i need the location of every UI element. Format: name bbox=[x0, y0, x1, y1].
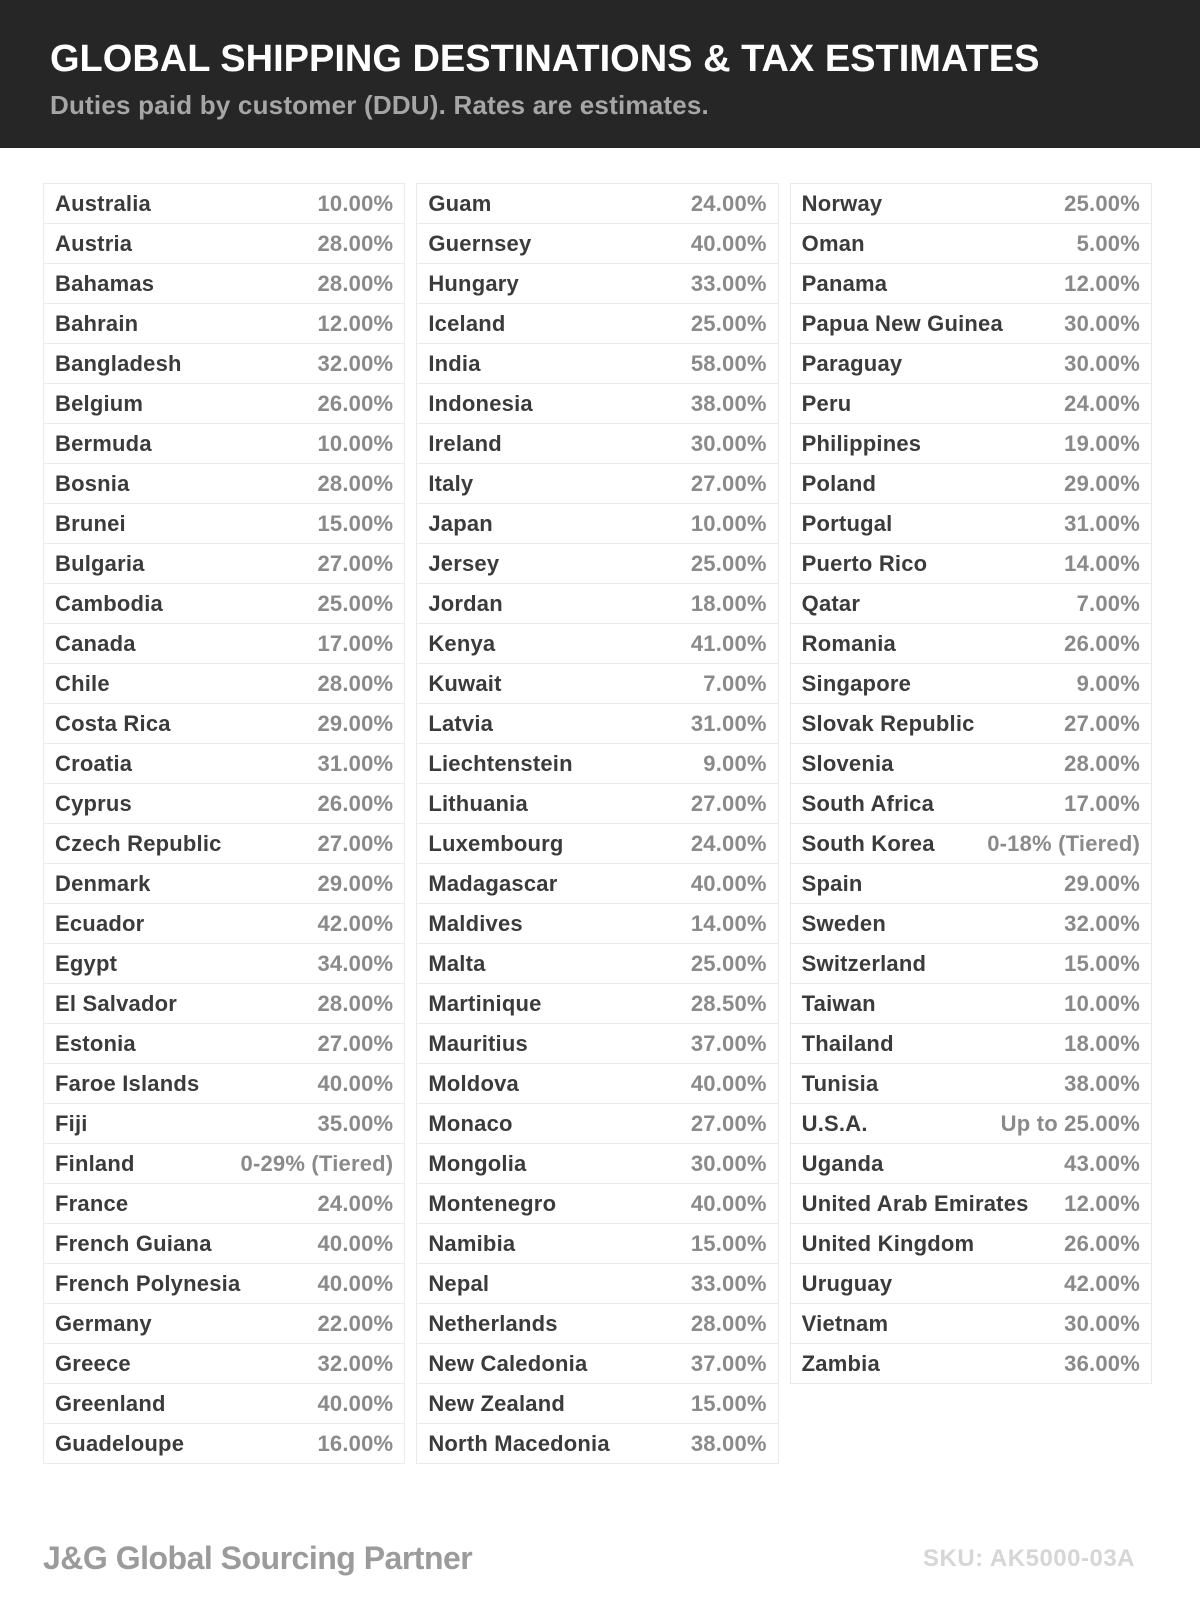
footer-brand: J&G Global Sourcing Partner bbox=[43, 1540, 473, 1576]
table-row bbox=[790, 424, 1152, 464]
tax-rate: 26.00% bbox=[1064, 630, 1140, 656]
table-row bbox=[416, 944, 778, 984]
tax-rate: 33.00% bbox=[690, 270, 767, 296]
table-row bbox=[416, 304, 778, 344]
country-name: Philippines bbox=[801, 430, 922, 456]
country-name: Norway bbox=[801, 190, 883, 216]
tax-rate: 10.00% bbox=[1064, 990, 1140, 1016]
country-name: Belgium bbox=[55, 390, 144, 416]
country-name: Spain bbox=[801, 870, 863, 896]
table-row bbox=[416, 624, 778, 664]
country-name: Bahamas bbox=[55, 270, 155, 296]
country-name: Qatar bbox=[801, 590, 861, 616]
tax-rate: 27.00% bbox=[690, 1110, 767, 1136]
tax-rate: 0-18% (Tiered) bbox=[987, 830, 1140, 856]
country-name: India bbox=[428, 350, 481, 376]
country-name: Bahrain bbox=[55, 310, 139, 336]
tax-rate: 22.00% bbox=[317, 1310, 394, 1336]
table-row bbox=[790, 464, 1152, 504]
table-row bbox=[790, 304, 1152, 344]
table-row bbox=[790, 584, 1152, 624]
tax-rate: 10.00% bbox=[690, 510, 767, 536]
table-row bbox=[790, 1024, 1152, 1064]
tax-rate: 37.00% bbox=[690, 1350, 767, 1376]
table-row bbox=[790, 1064, 1152, 1104]
rate-column bbox=[416, 183, 778, 1464]
tax-rate: 12.00% bbox=[317, 310, 394, 336]
country-name: Vietnam bbox=[801, 1310, 889, 1336]
country-name: Hungary bbox=[428, 270, 519, 296]
table-row bbox=[416, 1264, 778, 1304]
country-name: Singapore bbox=[801, 670, 912, 696]
tax-rate: 30.00% bbox=[690, 430, 767, 456]
tax-rate: 27.00% bbox=[1064, 710, 1140, 736]
tax-rate: 9.00% bbox=[1076, 670, 1140, 696]
country-name: Martinique bbox=[428, 990, 542, 1016]
tax-rate: 28.00% bbox=[317, 270, 394, 296]
table-row bbox=[790, 984, 1152, 1024]
page-title: GLOBAL SHIPPING DESTINATIONS & TAX ESTIMATES bbox=[50, 38, 1040, 80]
tax-rate: 24.00% bbox=[317, 1190, 394, 1216]
country-name: South Africa bbox=[801, 790, 935, 816]
table-row bbox=[416, 824, 778, 864]
tax-rate: 7.00% bbox=[1076, 590, 1140, 616]
table-row bbox=[416, 904, 778, 944]
country-name: Croatia bbox=[55, 750, 133, 776]
country-name: New Zealand bbox=[428, 1390, 566, 1416]
country-name: Romania bbox=[801, 630, 896, 656]
tax-rate: 5.00% bbox=[1076, 230, 1140, 256]
table-row bbox=[43, 824, 405, 864]
tax-rate: Up to 25.00% bbox=[1000, 1110, 1140, 1136]
country-name: Costa Rica bbox=[55, 710, 171, 736]
table-row bbox=[416, 1344, 778, 1384]
country-name: Sweden bbox=[801, 910, 886, 936]
country-name: Puerto Rico bbox=[801, 550, 928, 576]
table-row bbox=[43, 183, 405, 224]
table-row bbox=[43, 704, 405, 744]
country-name: Luxembourg bbox=[428, 830, 564, 856]
country-name: Kenya bbox=[428, 630, 496, 656]
tax-rate: 32.00% bbox=[1064, 910, 1140, 936]
table-row bbox=[43, 1104, 405, 1144]
tax-rate: 7.00% bbox=[703, 670, 767, 696]
country-name: Namibia bbox=[428, 1230, 516, 1256]
country-name: Mauritius bbox=[428, 1030, 528, 1056]
country-name: Thailand bbox=[801, 1030, 894, 1056]
table-row bbox=[790, 224, 1152, 264]
tax-rate: 32.00% bbox=[317, 1350, 394, 1376]
country-name: Fiji bbox=[55, 1110, 88, 1136]
tax-rate: 37.00% bbox=[690, 1030, 767, 1056]
tax-rate: 26.00% bbox=[1064, 1230, 1140, 1256]
country-name: United Kingdom bbox=[801, 1230, 975, 1256]
tax-rate: 25.00% bbox=[690, 550, 767, 576]
country-name: Panama bbox=[801, 270, 888, 296]
country-name: Ireland bbox=[428, 430, 502, 456]
table-row bbox=[416, 704, 778, 744]
country-name: Cambodia bbox=[55, 590, 163, 616]
tax-rate: 42.00% bbox=[317, 910, 394, 936]
tax-rate: 28.00% bbox=[317, 670, 394, 696]
tax-rate: 36.00% bbox=[1064, 1350, 1140, 1376]
tax-rate: 40.00% bbox=[690, 1190, 767, 1216]
tax-rate: 15.00% bbox=[690, 1230, 767, 1256]
tax-rate: 28.00% bbox=[317, 990, 394, 1016]
tax-rate: 12.00% bbox=[1064, 1190, 1140, 1216]
country-name: Moldova bbox=[428, 1070, 519, 1096]
country-name: Latvia bbox=[428, 710, 494, 736]
table-row bbox=[790, 1264, 1152, 1304]
table-row bbox=[416, 344, 778, 384]
country-name: Liechtenstein bbox=[428, 750, 573, 776]
tax-rate: 25.00% bbox=[317, 590, 394, 616]
country-name: Finland bbox=[55, 1150, 135, 1176]
tax-rate: 29.00% bbox=[317, 870, 394, 896]
table-row bbox=[790, 504, 1152, 544]
country-name: Indonesia bbox=[428, 390, 533, 416]
table-row bbox=[43, 384, 405, 424]
table-row bbox=[43, 904, 405, 944]
table-row bbox=[416, 864, 778, 904]
table-row bbox=[43, 1424, 405, 1464]
tax-rate: 30.00% bbox=[1064, 310, 1140, 336]
country-name: Tunisia bbox=[801, 1070, 879, 1096]
tax-rate: 33.00% bbox=[690, 1270, 767, 1296]
tax-rate: 27.00% bbox=[317, 1030, 394, 1056]
table-row bbox=[790, 544, 1152, 584]
table-row bbox=[790, 1224, 1152, 1264]
tax-rate: 38.00% bbox=[690, 1430, 767, 1456]
table-row bbox=[43, 1224, 405, 1264]
tax-rate: 27.00% bbox=[690, 470, 767, 496]
country-name: Netherlands bbox=[428, 1310, 558, 1336]
tax-rate: 28.00% bbox=[317, 230, 394, 256]
table-row bbox=[790, 824, 1152, 864]
tax-rate: 17.00% bbox=[317, 630, 394, 656]
table-row bbox=[416, 744, 778, 784]
table-row bbox=[790, 264, 1152, 304]
table-row bbox=[416, 784, 778, 824]
table-row bbox=[790, 784, 1152, 824]
tax-rate: 9.00% bbox=[703, 750, 767, 776]
rate-column bbox=[43, 183, 405, 1464]
table-row bbox=[416, 984, 778, 1024]
table-row bbox=[790, 1304, 1152, 1344]
tax-rate: 31.00% bbox=[317, 750, 394, 776]
tax-rate: 32.00% bbox=[317, 350, 394, 376]
table-row bbox=[790, 624, 1152, 664]
table-row bbox=[43, 1024, 405, 1064]
table-row bbox=[43, 504, 405, 544]
tax-rate: 26.00% bbox=[317, 790, 394, 816]
tax-rate: 35.00% bbox=[317, 1110, 394, 1136]
country-name: Oman bbox=[801, 230, 865, 256]
country-name: Uganda bbox=[801, 1150, 884, 1176]
tax-rate: 41.00% bbox=[690, 630, 767, 656]
country-name: U.S.A. bbox=[801, 1110, 868, 1136]
country-name: France bbox=[55, 1190, 129, 1216]
table-row bbox=[43, 624, 405, 664]
country-name: Egypt bbox=[55, 950, 118, 976]
country-name: Bosnia bbox=[55, 470, 130, 496]
tax-rate: 40.00% bbox=[317, 1270, 394, 1296]
rate-column bbox=[790, 183, 1152, 1384]
tax-rate: 29.00% bbox=[1064, 470, 1140, 496]
tax-rate: 40.00% bbox=[690, 1070, 767, 1096]
footer-sku: SKU: AK5000-03A bbox=[922, 1545, 1135, 1572]
table-row bbox=[43, 864, 405, 904]
tax-rate: 27.00% bbox=[317, 830, 394, 856]
tax-rate: 15.00% bbox=[690, 1390, 767, 1416]
table-row bbox=[790, 864, 1152, 904]
tax-rate: 24.00% bbox=[690, 190, 767, 216]
table-row bbox=[416, 1224, 778, 1264]
country-name: Bermuda bbox=[55, 430, 152, 456]
table-row bbox=[416, 464, 778, 504]
table-row bbox=[416, 544, 778, 584]
country-name: Taiwan bbox=[801, 990, 876, 1016]
tax-rate: 31.00% bbox=[690, 710, 767, 736]
tax-rate: 38.00% bbox=[690, 390, 767, 416]
country-name: Zambia bbox=[801, 1350, 880, 1376]
table-row bbox=[43, 264, 405, 304]
table-row bbox=[416, 224, 778, 264]
table-row bbox=[416, 1424, 778, 1464]
table-row bbox=[416, 1104, 778, 1144]
table-row bbox=[43, 224, 405, 264]
table-row bbox=[43, 304, 405, 344]
country-name: Slovenia bbox=[801, 750, 894, 776]
table-row bbox=[43, 944, 405, 984]
table-row bbox=[416, 384, 778, 424]
country-name: Guam bbox=[428, 190, 492, 216]
tax-rate: 29.00% bbox=[317, 710, 394, 736]
table-row bbox=[790, 1344, 1152, 1384]
table-row bbox=[416, 1144, 778, 1184]
country-name: Monaco bbox=[428, 1110, 513, 1136]
tax-rate: 15.00% bbox=[317, 510, 394, 536]
table-row bbox=[790, 1104, 1152, 1144]
tax-rate: 28.00% bbox=[690, 1310, 767, 1336]
tax-rate: 10.00% bbox=[317, 190, 394, 216]
tax-rate: 34.00% bbox=[317, 950, 394, 976]
table-row bbox=[790, 944, 1152, 984]
country-name: Ecuador bbox=[55, 910, 145, 936]
tax-rate: 14.00% bbox=[690, 910, 767, 936]
country-name: Poland bbox=[801, 470, 877, 496]
country-name: Madagascar bbox=[428, 870, 558, 896]
table-row bbox=[416, 1384, 778, 1424]
table-row bbox=[416, 664, 778, 704]
country-name: Kuwait bbox=[428, 670, 502, 696]
table-row bbox=[43, 784, 405, 824]
country-name: Slovak Republic bbox=[801, 710, 975, 736]
country-name: Germany bbox=[55, 1310, 152, 1336]
country-name: South Korea bbox=[801, 830, 935, 856]
country-name: Austria bbox=[55, 230, 133, 256]
table-row bbox=[43, 1384, 405, 1424]
tax-rate: 28.00% bbox=[317, 470, 394, 496]
country-name: Paraguay bbox=[801, 350, 903, 376]
table-row bbox=[43, 1144, 405, 1184]
tax-rate: 24.00% bbox=[690, 830, 767, 856]
rates-table bbox=[43, 183, 1152, 1464]
tax-rate: 0-29% (Tiered) bbox=[240, 1150, 394, 1176]
table-row bbox=[416, 504, 778, 544]
table-row bbox=[43, 344, 405, 384]
tax-rate: 18.00% bbox=[1064, 1030, 1140, 1056]
country-name: Lithuania bbox=[428, 790, 528, 816]
tax-rate: 18.00% bbox=[690, 590, 767, 616]
tax-rate: 40.00% bbox=[690, 230, 767, 256]
table-row bbox=[790, 344, 1152, 384]
country-name: Denmark bbox=[55, 870, 151, 896]
country-name: Papua New Guinea bbox=[801, 310, 1003, 336]
country-name: Canada bbox=[55, 630, 136, 656]
country-name: Italy bbox=[428, 470, 474, 496]
table-row bbox=[416, 1184, 778, 1224]
tax-rate: 40.00% bbox=[690, 870, 767, 896]
country-name: Cyprus bbox=[55, 790, 132, 816]
country-name: Brunei bbox=[55, 510, 126, 536]
tax-rate: 12.00% bbox=[1064, 270, 1140, 296]
tax-rate: 40.00% bbox=[317, 1390, 394, 1416]
tax-rate: 25.00% bbox=[1064, 190, 1140, 216]
table-row bbox=[43, 464, 405, 504]
table-row bbox=[43, 1344, 405, 1384]
country-name: New Caledonia bbox=[428, 1350, 588, 1376]
table-row bbox=[43, 544, 405, 584]
tax-rate: 58.00% bbox=[690, 350, 767, 376]
country-name: Faroe Islands bbox=[55, 1070, 200, 1096]
tax-rate: 19.00% bbox=[1064, 430, 1140, 456]
table-row bbox=[43, 664, 405, 704]
table-row bbox=[416, 584, 778, 624]
table-row bbox=[43, 984, 405, 1024]
country-name: Guadeloupe bbox=[55, 1430, 185, 1456]
country-name: Iceland bbox=[428, 310, 506, 336]
page-header bbox=[0, 0, 1200, 148]
tax-rate: 16.00% bbox=[317, 1430, 394, 1456]
country-name: Bangladesh bbox=[55, 350, 182, 376]
table-row bbox=[416, 1024, 778, 1064]
country-name: French Polynesia bbox=[55, 1270, 241, 1296]
table-row bbox=[790, 664, 1152, 704]
table-row bbox=[43, 1064, 405, 1104]
tax-rate: 17.00% bbox=[1064, 790, 1140, 816]
tax-rate: 26.00% bbox=[317, 390, 394, 416]
tax-rate: 30.00% bbox=[1064, 1310, 1140, 1336]
table-row bbox=[790, 744, 1152, 784]
tax-rate: 28.50% bbox=[690, 990, 767, 1016]
country-name: North Macedonia bbox=[428, 1430, 610, 1456]
country-name: United Arab Emirates bbox=[801, 1190, 1029, 1216]
table-row bbox=[43, 424, 405, 464]
tax-rate: 30.00% bbox=[1064, 350, 1140, 376]
tax-rate: 43.00% bbox=[1064, 1150, 1140, 1176]
country-name: Malta bbox=[428, 950, 486, 976]
tax-rate: 15.00% bbox=[1064, 950, 1140, 976]
table-row bbox=[790, 183, 1152, 224]
table-row bbox=[416, 183, 778, 224]
country-name: Australia bbox=[55, 190, 151, 216]
country-name: Czech Republic bbox=[55, 830, 222, 856]
table-row bbox=[416, 264, 778, 304]
country-name: Bulgaria bbox=[55, 550, 145, 576]
table-row bbox=[43, 584, 405, 624]
table-row bbox=[790, 704, 1152, 744]
country-name: French Guiana bbox=[55, 1230, 212, 1256]
country-name: Japan bbox=[428, 510, 493, 536]
tax-rate: 42.00% bbox=[1064, 1270, 1140, 1296]
table-row bbox=[43, 1184, 405, 1224]
country-name: Peru bbox=[801, 390, 852, 416]
country-name: Chile bbox=[55, 670, 110, 696]
tax-rate: 25.00% bbox=[690, 310, 767, 336]
tax-rate: 30.00% bbox=[690, 1150, 767, 1176]
table-row bbox=[43, 744, 405, 784]
table-row bbox=[790, 904, 1152, 944]
tax-rate: 27.00% bbox=[317, 550, 394, 576]
country-name: Uruguay bbox=[801, 1270, 893, 1296]
tax-rate: 38.00% bbox=[1064, 1070, 1140, 1096]
country-name: Jordan bbox=[428, 590, 503, 616]
country-name: El Salvador bbox=[55, 990, 178, 1016]
country-name: Greece bbox=[55, 1350, 131, 1376]
country-name: Switzerland bbox=[801, 950, 927, 976]
table-row bbox=[416, 1064, 778, 1104]
tax-rate: 28.00% bbox=[1064, 750, 1140, 776]
country-name: Montenegro bbox=[428, 1190, 557, 1216]
tax-rate: 29.00% bbox=[1064, 870, 1140, 896]
table-row bbox=[790, 1184, 1152, 1224]
tax-rate: 10.00% bbox=[317, 430, 394, 456]
country-name: Guernsey bbox=[428, 230, 532, 256]
table-row bbox=[416, 1304, 778, 1344]
country-name: Estonia bbox=[55, 1030, 136, 1056]
page-subtitle: Duties paid by customer (DDU). Rates are estimates. bbox=[50, 90, 709, 120]
table-row bbox=[790, 1144, 1152, 1184]
table-row bbox=[43, 1264, 405, 1304]
country-name: Portugal bbox=[801, 510, 893, 536]
tax-rate: 24.00% bbox=[1064, 390, 1140, 416]
table-row bbox=[43, 1304, 405, 1344]
table-row bbox=[416, 424, 778, 464]
country-name: Mongolia bbox=[428, 1150, 527, 1176]
country-name: Nepal bbox=[428, 1270, 490, 1296]
tax-rate: 31.00% bbox=[1064, 510, 1140, 536]
country-name: Jersey bbox=[428, 550, 500, 576]
country-name: Maldives bbox=[428, 910, 523, 936]
country-name: Greenland bbox=[55, 1390, 166, 1416]
tax-rate: 27.00% bbox=[690, 790, 767, 816]
tax-rate: 40.00% bbox=[317, 1230, 394, 1256]
table-row bbox=[790, 384, 1152, 424]
tax-rate: 14.00% bbox=[1064, 550, 1140, 576]
tax-rate: 40.00% bbox=[317, 1070, 394, 1096]
tax-rate: 25.00% bbox=[690, 950, 767, 976]
